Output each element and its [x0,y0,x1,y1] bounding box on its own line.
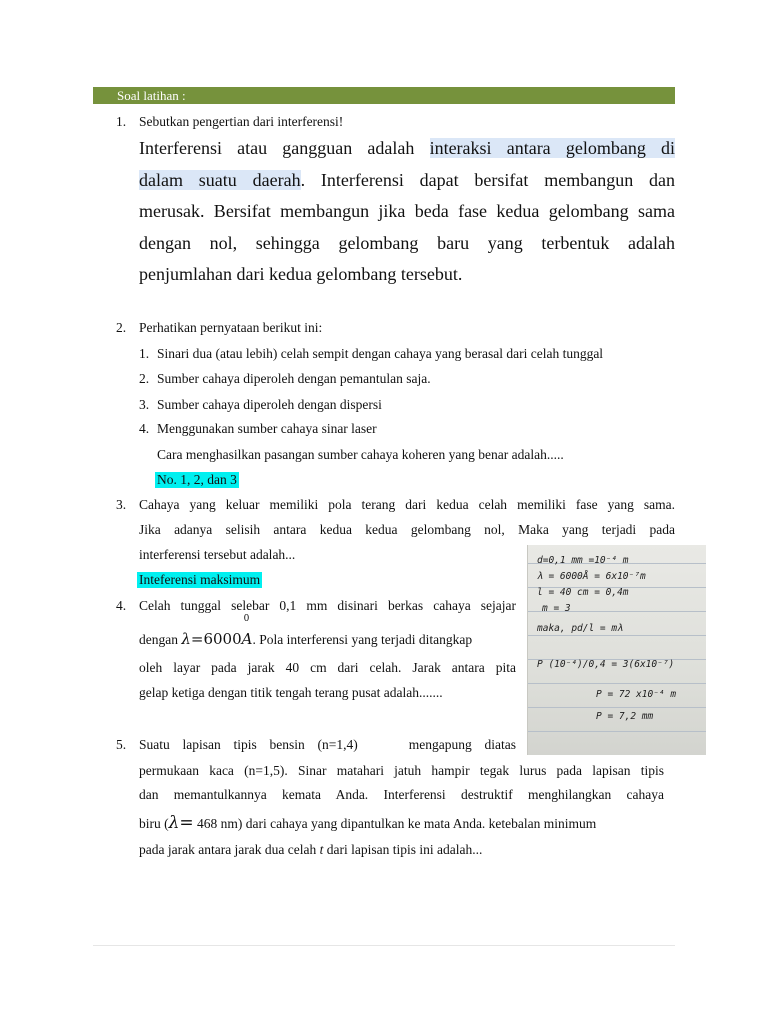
q2-number: 2. [116,320,127,335]
q1-answer-highlight: dalam suatu daerah [139,170,301,190]
q1-answer-line-3: merusak. Bersifat membangun jika beda fase kedua gelombang sama [139,201,675,221]
q5-line-3: dan memantulkannya kemata Anda. Interferensi destruktif menghilangkan cahaya [139,787,664,802]
q2-answer: No. 1, 2, dan 3 [157,472,237,487]
q1-answer-line-4: dengan nol, sehingga gelombang baru yang terbentuk adalah [139,233,675,253]
section-header [93,87,675,104]
q1-answer-line-5: penjumlahan dari kedua gelombang tersebut. [139,264,463,284]
q1-answer-highlight: interaksi antara gelombang di [429,138,675,158]
q3-line-2: Jika adanya selisih antara kedua kedua gelombang nol, Maka yang terjadi pada [139,522,675,537]
q2-item-text: Menggunakan sumber cahaya sinar laser [157,421,377,436]
q1-answer-line-2: dalam suatu daerah. Interferensi dapat bersifat membangun dan [139,170,675,190]
handwritten-line: l = 40 cm = 0,4m [537,587,629,598]
q2-item-number: 3. [139,397,150,412]
q2-prompt: Cara menghasilkan pasangan sumber cahaya koheren yang benar adalah..... [157,447,564,462]
handwritten-solution-photo [527,545,706,755]
lambda-formula: λ=6000A 0 [181,614,253,648]
q5-line-1: Suatu lapisan tipis bensin (n=1,4) mengapung diatas [139,737,516,752]
q4-line-1: Celah tunggal selebar 0,1 mm disinari berkas cahaya sejajar [139,598,516,613]
q4-line-4: gelap ketiga dengan titik tengah terang pusat adalah....... [139,685,443,700]
section-title: Soal latihan : [117,88,186,103]
q5-line-2: permukaan kaca (n=1,5). Sinar matahari jatuh hampir tegak lurus pada lapisan tipis [139,763,664,778]
q2-item-number: 2. [139,371,150,386]
q1-answer-line-1: Interferensi atau gangguan adalah interaksi antara gelombang di [139,138,675,158]
footer-divider [93,945,675,946]
q5-line-4: biru (λ= 468 nm) dari cahaya yang dipantulkan ke mata Anda. ketebalan minimum [139,813,597,833]
q4-line-3: oleh layar pada jarak 40 cm dari celah. Jarak antara pita [139,660,516,675]
q1-question: Sebutkan pengertian dari interferensi! [139,114,344,129]
q2-item-text: Sumber cahaya diperoleh dengan dispersi [157,397,382,412]
q5-line-5: pada jarak antara jarak dua celah t dari lapisan tipis ini adalah... [139,842,483,857]
q3-line-3: interferensi tersebut adalah... [139,547,296,562]
q1-number: 1. [116,114,127,129]
handwritten-line: P (10⁻⁴)/0,4 = 3(6x10⁻⁷) [537,659,675,670]
q4-number: 4. [116,598,127,613]
handwritten-line: P = 7,2 mm [596,711,654,722]
q2-item-number: 1. [139,346,150,361]
q3-line-1: Cahaya yang keluar memiliki pola terang dari kedua celah memiliki fase yang sama. [139,497,675,512]
q2-item-text: Sinari dua (atau lebih) celah sempit dengan cahaya yang berasal dari celah tunggal [157,346,604,361]
q3-answer: Inteferensi maksimum [139,572,261,587]
handwritten-line: maka, pd/l = mλ [537,623,623,634]
q2-item-text: Sumber cahaya diperoleh dengan pemantulan saja. [157,371,431,386]
q2-item-number: 4. [139,421,150,436]
q5-number: 5. [116,737,127,752]
q4-line-2: dengan λ=6000A 0 . Pola interferensi yang terjadi ditangkap [139,614,473,648]
handwritten-line: d=0,1 mm =10⁻⁴ m [537,555,629,566]
q3-number: 3. [116,497,127,512]
handwritten-line: λ = 6000Å = 6x10⁻⁷m [537,571,646,582]
q2-question: Perhatikan pernyataan berikut ini: [139,320,323,335]
handwritten-line: P = 72 x10⁻⁴ m [596,689,677,700]
handwritten-line: m = 3 [542,603,571,614]
